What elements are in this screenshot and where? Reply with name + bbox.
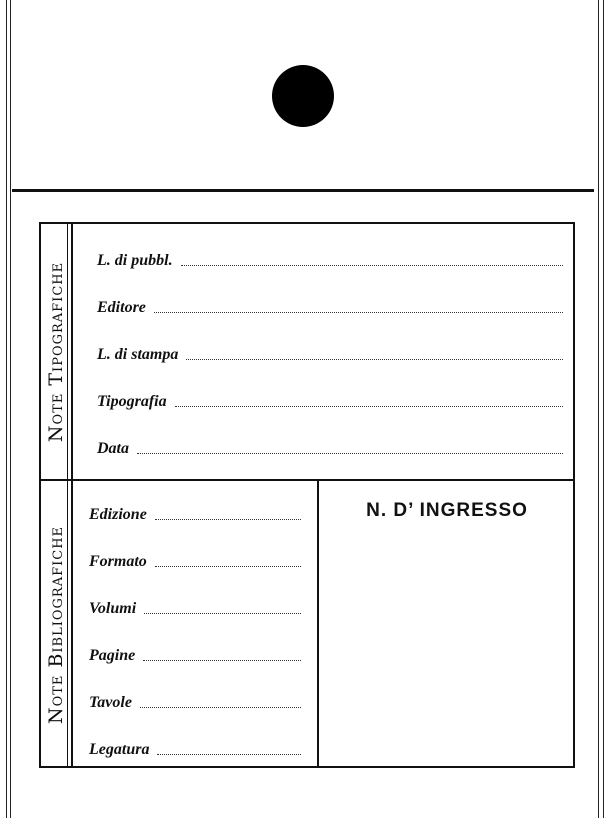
field-label: Edizione bbox=[89, 506, 147, 523]
field-luogo-pubblicazione[interactable] bbox=[97, 248, 563, 270]
bibliografiche-title: Note Bibliografiche bbox=[45, 525, 67, 724]
catalog-card bbox=[39, 222, 575, 768]
field-edizione[interactable] bbox=[89, 502, 301, 524]
ingresso-divider bbox=[317, 481, 319, 766]
field-tipografia[interactable] bbox=[97, 389, 563, 411]
dotted-line bbox=[154, 311, 563, 313]
section-divider bbox=[41, 479, 573, 481]
field-formato[interactable] bbox=[89, 549, 301, 571]
field-data[interactable] bbox=[97, 436, 563, 458]
numero-ingresso-label: N. D’ INGRESSO bbox=[366, 500, 528, 521]
dotted-line bbox=[175, 405, 563, 407]
field-label: L. di pubbl. bbox=[97, 252, 173, 269]
dotted-line bbox=[144, 612, 301, 614]
dotted-line bbox=[157, 753, 301, 755]
field-label: Editore bbox=[97, 299, 146, 316]
dotted-line bbox=[155, 565, 301, 567]
left-edge-line bbox=[6, 0, 7, 818]
dotted-line bbox=[140, 706, 301, 708]
field-label: Formato bbox=[89, 553, 147, 570]
field-editore[interactable] bbox=[97, 295, 563, 317]
field-label: Data bbox=[97, 440, 129, 457]
dotted-line bbox=[143, 659, 301, 661]
bibliografiche-sidebar bbox=[41, 481, 73, 768]
dotted-line bbox=[181, 264, 563, 266]
field-luogo-stampa[interactable] bbox=[97, 342, 563, 364]
tipografiche-sidebar bbox=[41, 224, 73, 479]
right-edge-line bbox=[598, 0, 599, 818]
field-label: L. di stampa bbox=[97, 346, 179, 363]
field-label: Pagine bbox=[89, 647, 136, 664]
right-edge-line-2 bbox=[603, 0, 604, 818]
field-volumi[interactable] bbox=[89, 596, 301, 618]
dotted-line bbox=[186, 358, 563, 360]
tipografiche-title: Note Tipografiche bbox=[45, 261, 67, 442]
dotted-line bbox=[137, 452, 563, 454]
field-label: Tavole bbox=[89, 694, 132, 711]
field-label: Legatura bbox=[89, 741, 150, 758]
field-label: Tipografia bbox=[97, 393, 167, 410]
field-tavole[interactable] bbox=[89, 690, 301, 712]
left-edge-line-2 bbox=[10, 0, 11, 818]
tab-divider-line bbox=[12, 189, 594, 192]
field-label: Volumi bbox=[89, 600, 137, 617]
dotted-line bbox=[155, 518, 301, 520]
punch-hole bbox=[272, 65, 334, 127]
field-legatura[interactable] bbox=[89, 737, 301, 759]
field-pagine[interactable] bbox=[89, 643, 301, 665]
